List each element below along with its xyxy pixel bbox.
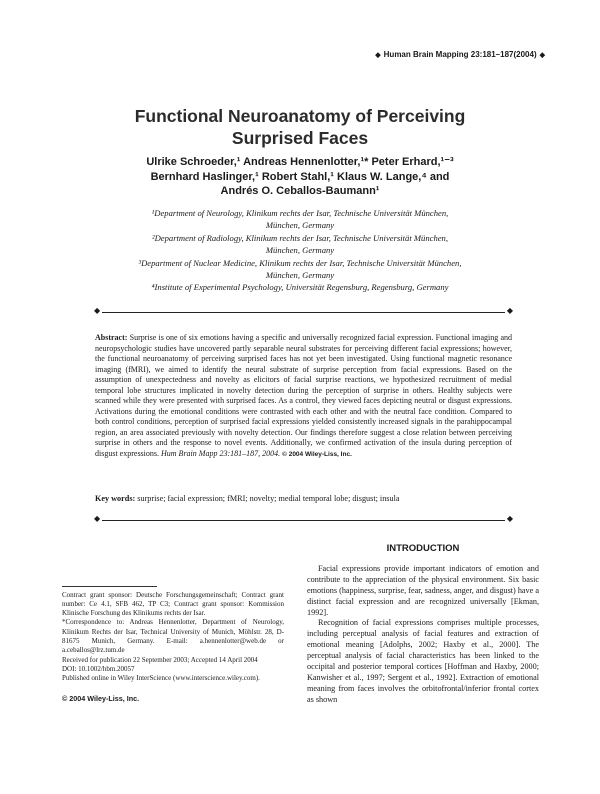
footnotes xyxy=(62,586,284,703)
author-line: Bernhard Haslinger,¹ Robert Stahl,¹ Klaus W. Lange,⁴ and xyxy=(150,170,450,183)
introduction-section xyxy=(307,544,539,706)
footnote-rule xyxy=(62,586,157,587)
diamond-icon: ◆ xyxy=(94,306,101,315)
footnote-sponsor: Contract grant sponsor: Deutsche Forschungsgemeinschaft; Contract grant number: Ce 4.1, SFB 462, TP C3; Contract grant sponsor: Kommission Klinische Forschung des Klinikums rechts der Isar. xyxy=(62,590,284,618)
divider-line xyxy=(102,520,505,521)
body-paragraph: Facial expressions provide important indicators of emotion and contribute to the appreciation of the physical environment. Six basic emotions (happiness, surprise, fear, sadness, anger, and disgust) have a distinct facial expression and are recognized universally [Ekman, 1992]. xyxy=(307,563,539,617)
affiliation-line: ²Department of Radiology, Klinikum rechts der Isar, Technische Universität München, xyxy=(152,232,448,243)
divider-line xyxy=(102,312,505,313)
diamond-icon: ◆ xyxy=(539,52,545,59)
affiliation-line: ³Department of Nuclear Medicine, Klinikum rechts der Isar, Technische Universität München, xyxy=(138,257,462,268)
abstract-copyright: © 2004 Wiley-Liss, Inc. xyxy=(282,451,352,459)
body-paragraph: Recognition of facial expressions comprises multiple processes, including perceptual analysis of facial features and extraction of emotional meaning [Adolphs, 2002; Haxby et al., 2000]. The perceptual analysis of facial characteristics has been linked to the occipital and posterior temporal cortices [Hoffman and Haxby, 2000; Kanwisher et al., 1997; Sergent et al., 1992]. Extraction of emotional meaning from faces involves the orbitofrontal/inferior frontal cortex as shown xyxy=(307,618,539,704)
abstract-citation: Hum Brain Mapp 23:181–187, 2004. xyxy=(161,449,281,459)
author-line: Ulrike Schroeder,¹ Andreas Hennenlotter,¹* Peter Erhard,¹⁻³ xyxy=(146,156,454,168)
keywords-label: Key words: xyxy=(95,494,136,503)
author-list xyxy=(0,155,600,199)
footnote-received: Received for publication 22 September 2003; Accepted 14 April 2004 xyxy=(62,655,258,664)
title-line: Surprised Faces xyxy=(231,128,369,148)
article-title xyxy=(0,105,600,149)
abstract xyxy=(95,333,512,461)
section-divider xyxy=(95,515,512,525)
keywords xyxy=(95,493,512,504)
diamond-icon: ◆ xyxy=(506,306,513,315)
affiliation-line: ⁴Institute of Experimental Psychology, Universität Regensburg, Regensburg, Germany xyxy=(151,282,449,293)
affiliation-line: München, Germany xyxy=(265,270,335,281)
author-line: Andrés O. Ceballos-Baumann¹ xyxy=(220,185,380,197)
diamond-icon: ◆ xyxy=(94,514,101,523)
journal-citation: Human Brain Mapping 23:181–187(2004) xyxy=(383,50,537,59)
diamond-icon: ◆ xyxy=(506,514,513,523)
keywords-text: surprise; facial expression; fMRI; novelty; medial temporal lobe; disgust; insula xyxy=(137,494,400,503)
footnote-copyright: © 2004 Wiley-Liss, Inc. xyxy=(62,693,140,703)
section-heading: INTRODUCTION xyxy=(386,543,460,554)
section-divider xyxy=(95,307,512,317)
abstract-label: Abstract: xyxy=(95,333,128,342)
affiliation-line: ¹Department of Neurology, Klinikum rechts der Isar, Technische Universität München, xyxy=(151,208,449,218)
affiliation-line: München, Germany xyxy=(265,220,335,231)
affiliation-list xyxy=(0,207,600,294)
title-line: Functional Neuroanatomy of Perceiving xyxy=(134,106,466,126)
running-head xyxy=(372,50,548,59)
footnote-published: Published online in Wiley InterScience (www.interscience.wiley.com). xyxy=(62,674,260,683)
footnote-correspondence: *Correspondence to: Andreas Hennenlotter, Department of Neurology, Klinikum Rechts der Isar, Technical University of Munich, Möhlstr. 28, D-81675 Munich, Germany. E-mail: a.hennenlotter@web.de or a.ceballos@lrz.tum.de xyxy=(62,618,284,655)
footnote-doi: DOI: 10.1002/hbm.20057 xyxy=(62,664,135,673)
abstract-text: Surprise is one of six emotions having a specific and universally recognized facial expression. Functional imaging and neuropsychologic studies have uncovered partly separable neural substrates for perceiving different facial expressions; however, the functional neuroanatomy of perceiving surprised faces has not yet been investigated. Using functional magnetic resonance imaging (fMRI), we aimed to identify the neural substrate of surprise perception from facial expressions. Based on the assumption of unexpectedness and novelty as elicitors of facial surprise reactions, we hypothesized recruitment of medial temporal lobe structures implicated in novelty detection during the perception of surprise in others. Healthy subjects were scanned while they were presented with surprised faces. As a control, they viewed faces depicting neutral or disgust expressions. Activations during the emotional conditions were contrasted with each other and with the neutral face condition. Compared to both control conditions, perception of surprised facial expressions yielded consistently increased signals in the parahippocampal region, an area associated previously with novelty detection. Our findings therefore suggest a close relation between perceiving surprise in others and the response to novel events. Additionally, we confirmed activation of the insula during perception of disgust expressions. xyxy=(95,333,513,459)
diamond-icon: ◆ xyxy=(375,52,381,59)
affiliation-line: München, Germany xyxy=(265,245,335,256)
